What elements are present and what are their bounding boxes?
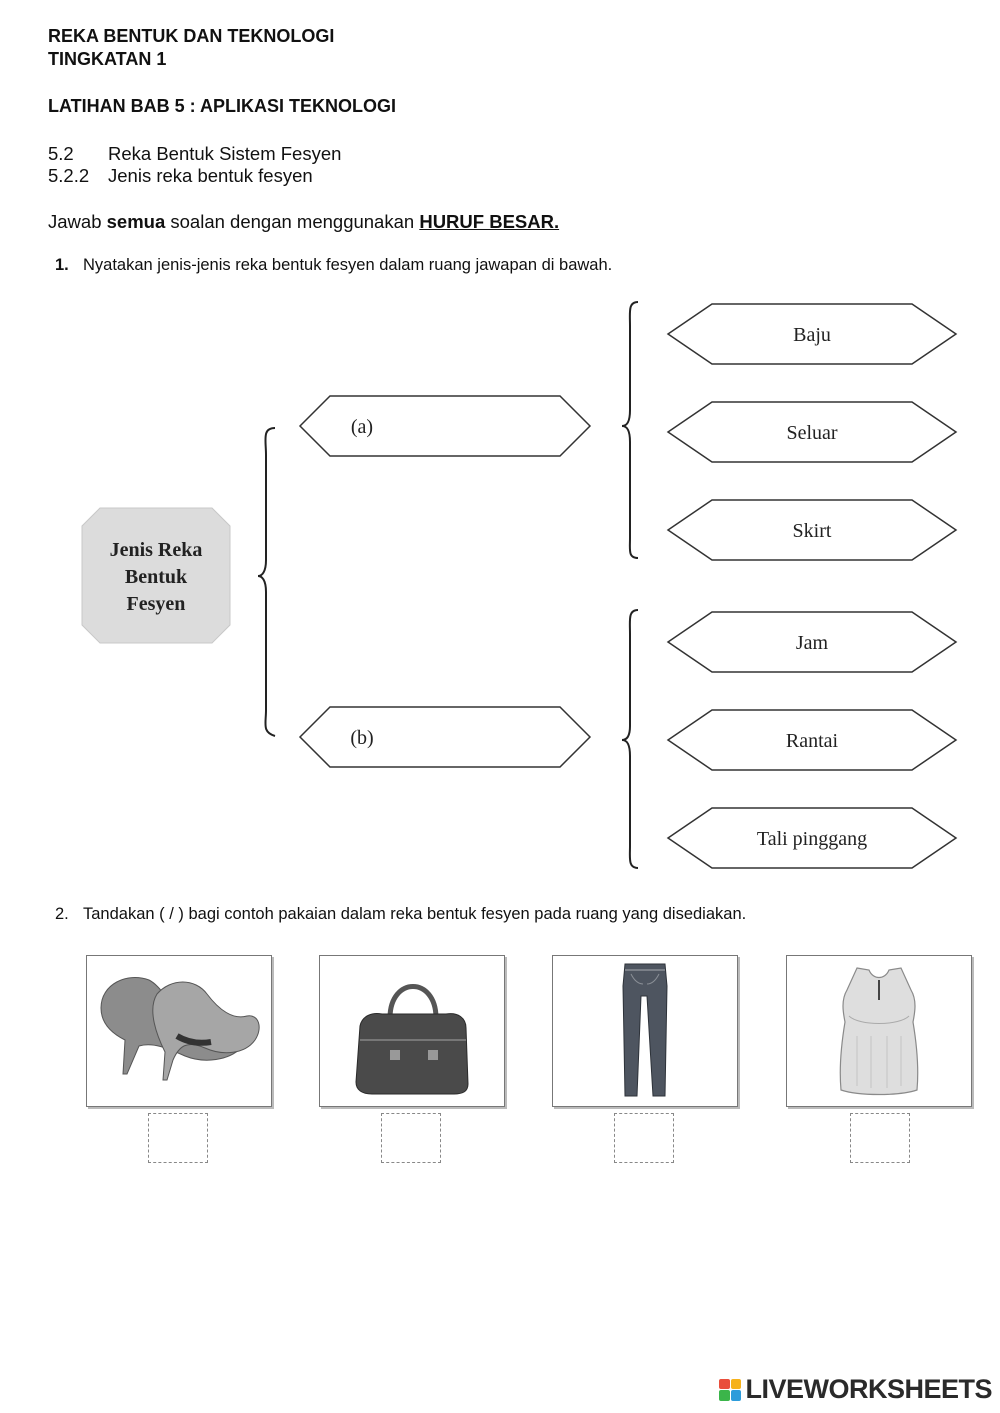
root-node bbox=[82, 508, 230, 643]
picture-frame-blouse bbox=[786, 955, 972, 1107]
high-heels-icon bbox=[87, 956, 271, 1106]
item-node bbox=[668, 402, 956, 462]
picture-frame-handbag bbox=[319, 955, 505, 1107]
tick-box-2[interactable] bbox=[381, 1113, 441, 1163]
item-label-tali-pinggang: Tali pinggang bbox=[756, 828, 868, 850]
logo-text: LIVEWORKSHEETS bbox=[745, 1374, 992, 1404]
form-title: TINGKATAN 1 bbox=[48, 49, 167, 69]
item-node bbox=[668, 612, 956, 672]
root-label-line-3: Fesyen bbox=[126, 593, 186, 615]
picture-frame-jeans bbox=[552, 955, 738, 1107]
item-label-jam: Jam bbox=[795, 632, 829, 654]
section-number: 5.2.2 bbox=[48, 165, 90, 186]
item-node bbox=[668, 500, 956, 560]
question-text: Tandakan ( / ) bagi contoh pakaian dalam reka bentuk fesyen pada ruang yang disediakan. bbox=[83, 905, 747, 923]
instruction bbox=[48, 211, 559, 233]
subject-title: REKA BENTUK DAN TEKNOLOGI bbox=[48, 26, 335, 46]
answer-node-a[interactable] bbox=[300, 396, 590, 456]
root-label-line-1: Jenis Reka bbox=[109, 539, 203, 561]
section-number: 5.2 bbox=[48, 143, 74, 164]
brace-b bbox=[622, 610, 638, 868]
chapter-title: LATIHAN BAB 5 : APLIKASI TEKNOLOGI bbox=[48, 96, 396, 116]
blouse-icon bbox=[787, 956, 971, 1106]
jeans-icon bbox=[553, 956, 737, 1106]
section-5-2 bbox=[48, 143, 341, 165]
item-node bbox=[668, 304, 956, 364]
main-brace bbox=[258, 428, 275, 736]
branch-b-label: (b) bbox=[350, 727, 374, 749]
instruction-bold: semua bbox=[106, 211, 166, 232]
fashion-type-diagram bbox=[0, 290, 1000, 880]
instruction-middle: soalan dengan menggunakan bbox=[165, 211, 420, 232]
root-label-line-2: Bentuk bbox=[124, 566, 188, 588]
question-1 bbox=[55, 256, 612, 275]
section-title: Jenis reka bentuk fesyen bbox=[108, 165, 313, 186]
liveworksheets-logo bbox=[719, 1374, 992, 1405]
section-5-2-2 bbox=[48, 165, 313, 187]
item-label-seluar: Seluar bbox=[786, 422, 838, 444]
item-label-rantai: Rantai bbox=[785, 730, 839, 752]
brace-a bbox=[622, 302, 638, 558]
item-node bbox=[668, 710, 956, 770]
picture-frame-heels bbox=[86, 955, 272, 1107]
section-title: Reka Bentuk Sistem Fesyen bbox=[108, 143, 342, 164]
handbag-icon bbox=[320, 956, 504, 1106]
question-number: 1. bbox=[55, 256, 69, 274]
question-number: 2. bbox=[55, 905, 69, 923]
answer-node-b[interactable] bbox=[300, 707, 590, 767]
item-label-baju: Baju bbox=[793, 324, 831, 346]
branch-a-label: (a) bbox=[350, 416, 374, 438]
logo-mark-icon bbox=[719, 1379, 741, 1401]
tick-box-4[interactable] bbox=[850, 1113, 910, 1163]
tick-box-3[interactable] bbox=[614, 1113, 674, 1163]
item-node bbox=[668, 808, 956, 868]
question-text: Nyatakan jenis-jenis reka bentuk fesyen dalam ruang jawapan di bawah. bbox=[83, 256, 613, 274]
tick-box-1[interactable] bbox=[148, 1113, 208, 1163]
instruction-prefix: Jawab bbox=[48, 211, 107, 232]
question-2 bbox=[55, 905, 746, 924]
instruction-underlined: HURUF BESAR. bbox=[419, 211, 560, 232]
item-label-skirt: Skirt bbox=[792, 520, 832, 542]
